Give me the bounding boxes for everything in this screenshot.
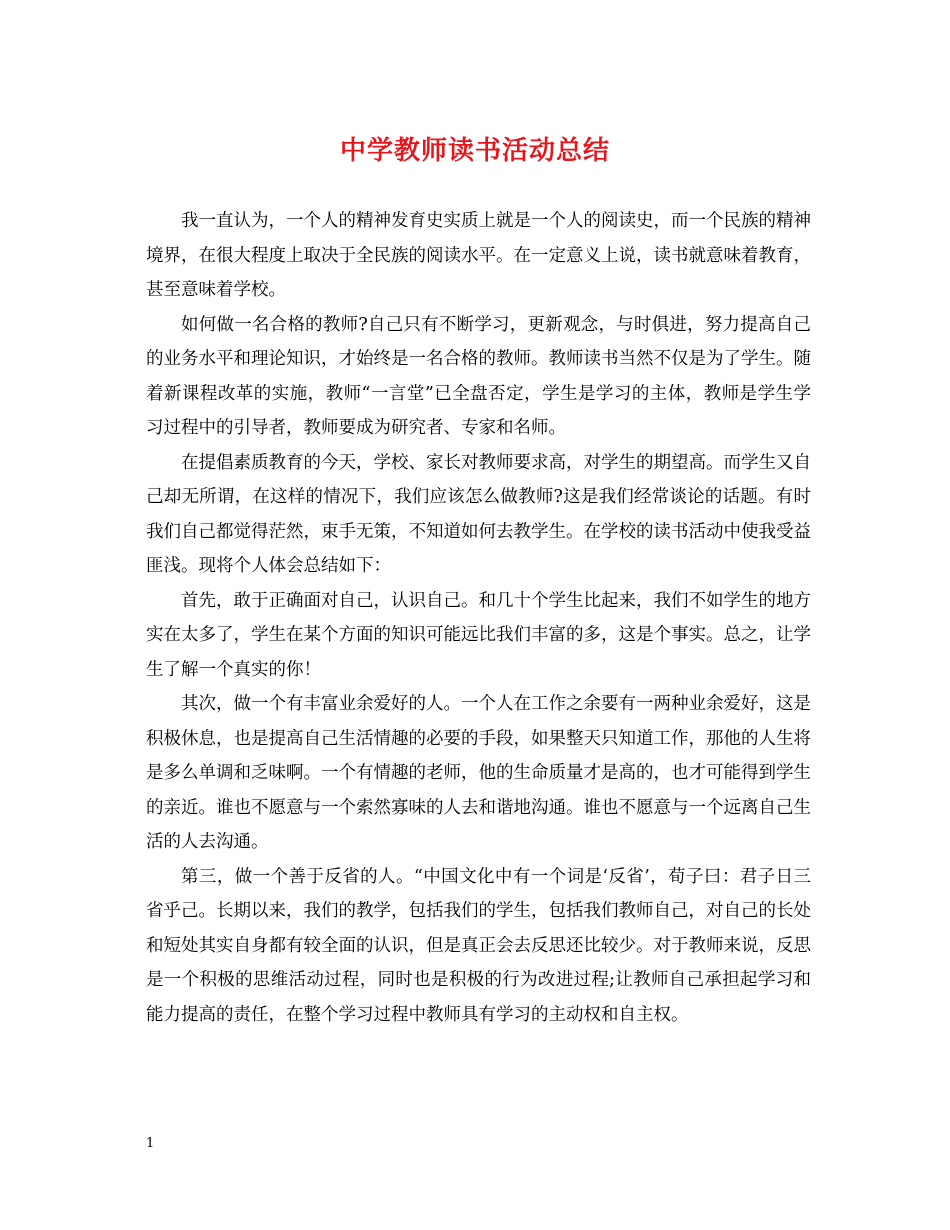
paragraph-4: 首先，敢于正确面对自己，认识自己。和几十个学生比起来，我们不如学生的地方实在太多了，学生在某个方面的知识可能远比我们丰富的多，这是个事实。总之，让学生了解一个真实的你！ (146, 590, 811, 680)
paragraph-3: 在提倡素质教育的今天，学校、家长对教师要求高，对学生的期望高。而学生又自己却无所谓，在这样的情况下，我们应该怎么做教师?这是我们经常谈论的话题。有时我们自己都觉得茫然，束手无策，不知道如何去教学生。在学校的读书活动中使我受益匪浅。现将个人体会总结如下： (146, 452, 811, 576)
document-body (146, 204, 811, 1032)
paragraph-5: 其次，做一个有丰富业余爱好的人。一个人在工作之余要有一两种业余爱好，这是积极休息，也是提高自己生活情趣的必要的手段，如果整天只知道工作，那他的人生将是多么单调和乏味啊。一个有情趣的老师，他的生命质量才是高的，也才可能得到学生的亲近。谁也不愿意与一个索然寡味的人去和谐地沟通。谁也不愿意与一个远离自己生活的人去沟通。 (146, 694, 811, 852)
paragraph-2: 如何做一名合格的教师?自己只有不断学习，更新观念，与时俱进，努力提高自己的业务水平和理论知识，才始终是一名合格的教师。教师读书当然不仅是为了学生。随着新课程改革的实施，教师“一言堂”已全盘否定，学生是学习的主体，教师是学生学习过程中的引导者，教师要成为研究者、专家和名师。 (146, 314, 811, 438)
page-number: 1 (146, 1136, 155, 1151)
document-title: 中学教师读书活动总结 (339, 136, 610, 166)
paragraph-6: 第三，做一个善于反省的人。“中国文化中有一个词是‘反省’，荀子曰：君子日三省乎己。长期以来，我们的教学，包括我们的学生，包括我们教师自己，对自己的长处和短处其实自身都有较全面的认识，但是真正会去反思还比较少。对于教师来说，反思是一个积极的思维活动过程，同时也是积极的行为改进过程;让教师自己承担起学习和能力提高的责任，在整个学习过程中教师具有学习的主动权和自主权。 (146, 866, 811, 1025)
paragraph-1: 我一直认为，一个人的精神发育史实质上就是一个人的阅读史，而一个民族的精神境界，在很大程度上取决于全民族的阅读水平。在一定意义上说，读书就意味着教育，甚至意味着学校。 (146, 211, 811, 300)
